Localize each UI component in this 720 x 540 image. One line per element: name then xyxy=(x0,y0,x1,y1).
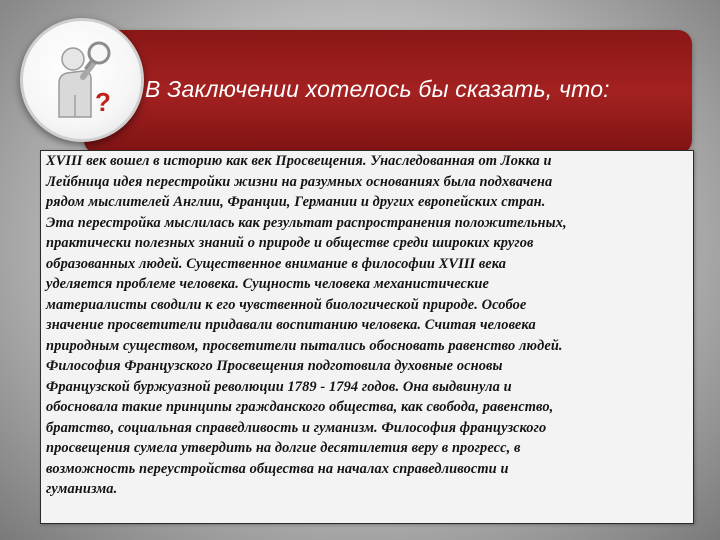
body-text xyxy=(46,151,698,500)
body-line: возможность переустройства общества на началах справедливости и xyxy=(46,460,509,477)
icon-graphic xyxy=(23,21,141,139)
body-line: обосновала такие принципы гражданского общества, как свобода, равенство, xyxy=(46,399,554,415)
body-line: просвещения сумела утвердить на долгие десятилетия веру в прогресс, в xyxy=(46,440,521,456)
slide-title: В Заключении хотелось бы сказать, что: xyxy=(145,76,610,102)
body-line: XVIII век вошел в историю как век Просвещения. Унаследованная от Локка и xyxy=(46,153,552,169)
body-line: рядом мыслителей Англии, Франции, Германии и других европейских стран. xyxy=(46,194,546,210)
body-line: образованных людей. Существенное внимание в философии XVIII века xyxy=(46,255,507,272)
body-line: практически полезных знаний о природе и обществе среди широких кругов xyxy=(46,235,534,251)
body-line: материалисты сводили к его чувственной биологической природе. Особое xyxy=(46,296,527,313)
body-line: Французской буржуазной революции 1789 - 1794 годов. Она выдвинула и xyxy=(46,378,512,395)
body-line: природным существом, просветители пытались обосновать равенство людей. xyxy=(46,337,563,354)
body-line: значение просветители придавали воспитанию человека. Считая человека xyxy=(46,317,536,333)
body-line: Философия Французского Просвещения подготовила духовные основы xyxy=(46,358,503,374)
question-mark-glyph: ? xyxy=(95,87,111,117)
body-line: Лейбница идея перестройки жизни на разумных основаниях была подхвачена xyxy=(46,173,553,190)
body-line: братство, социальная справедливость и гуманизм. Философия французского xyxy=(46,419,547,436)
body-line: гуманизма. xyxy=(46,481,118,497)
person-with-magnifier-question-icon xyxy=(20,18,144,142)
body-line: уделяется проблеме человека. Сущность человека механистические xyxy=(46,276,490,292)
body-line: Эта перестройка мыслилась как результат распространения положительных, xyxy=(46,214,567,231)
